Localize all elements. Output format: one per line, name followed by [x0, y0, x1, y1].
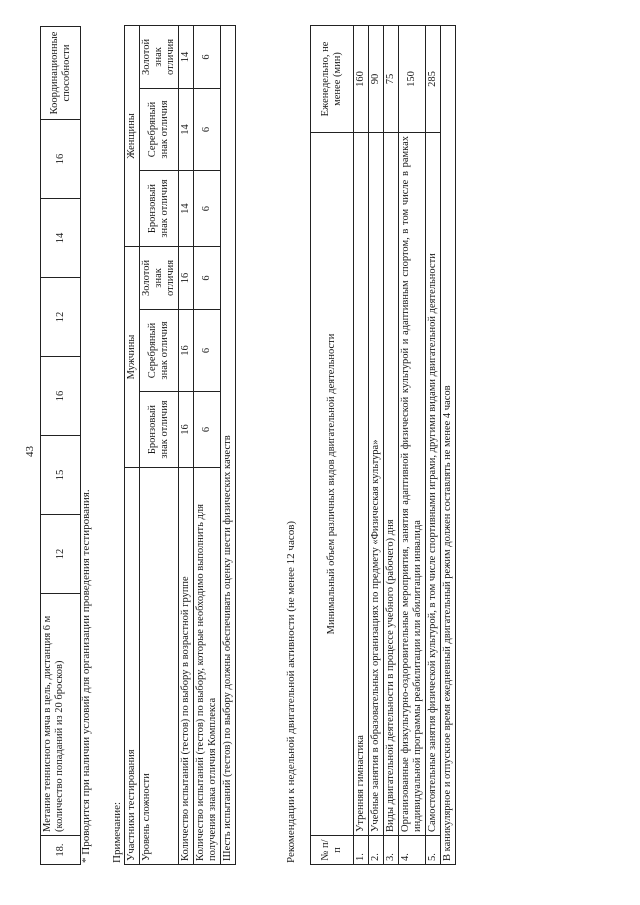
activity-text: Виды двигательной деятельности в процессе учебного (рабочего) дня [384, 133, 399, 836]
footer-text: В каникулярное и отпускное время ежедневный двигательный режим должен составлять не менее 4 часов [441, 26, 456, 865]
bronze-header: Бронзовый знак отличия [140, 171, 179, 247]
bronze-header: Бронзовый знак отличия [140, 392, 179, 468]
gold-header: Золотой знак отличия [140, 26, 179, 89]
test-name: Метание теннисного мяча в цель, дистанция 6 м (количество попаданий из 20 бросков) [41, 594, 81, 836]
row-number: 5. [426, 836, 441, 865]
table-row [179, 26, 194, 865]
value-cell: 6 [194, 88, 221, 170]
value-cell: 16 [179, 309, 194, 391]
value-cell: 150 [399, 26, 426, 133]
row-number: 3. [384, 836, 399, 865]
activity-text: Учебные занятия в образовательных организациях по предмету «Физическая культура» [369, 133, 384, 836]
table-row [194, 26, 221, 865]
row-number: 1. [354, 836, 369, 865]
value-cell: 12 [41, 278, 81, 357]
table-row [399, 26, 426, 865]
num-header: № п/п [311, 836, 354, 865]
value-cell: 285 [426, 26, 441, 133]
value-cell: 14 [179, 171, 194, 247]
difficulty-label: Уровень сложности [140, 468, 179, 865]
value-cell: 6 [194, 26, 221, 89]
table-row [41, 27, 81, 865]
women-header: Женщины [125, 26, 140, 247]
table-row [311, 26, 354, 865]
table-row [441, 26, 456, 865]
footnote: * Проводится при наличии условий для организации проведения тестирования. [80, 489, 92, 863]
table-row [140, 26, 179, 865]
value-cell: 14 [179, 88, 194, 170]
table-row [221, 26, 236, 865]
note-table [124, 25, 236, 865]
row-label: Шесть испытаний (тестов) по выбору должны обеспечивать оценку шести физических качеств [221, 26, 236, 865]
quality-cell: Координационные способности [41, 27, 81, 120]
value-cell: 16 [41, 357, 81, 436]
value-cell: 6 [194, 309, 221, 391]
value-cell: 16 [41, 120, 81, 199]
row-number: 18. [41, 836, 81, 865]
top-table [40, 26, 81, 865]
row-label: Количество испытаний (тестов) по выбору, которые необходимо выполнить для получения знака отличия Комплекса [194, 468, 221, 865]
value-cell: 160 [354, 26, 369, 133]
value-cell: 12 [41, 515, 81, 594]
value-cell: 90 [369, 26, 384, 133]
value-cell: 16 [179, 392, 194, 468]
table-row [354, 26, 369, 865]
activity-header: Минимальный объем различных видов двигательной деятельности [311, 133, 354, 836]
value-cell: 6 [194, 247, 221, 310]
table-row [426, 26, 441, 865]
value-cell: 75 [384, 26, 399, 133]
participants-label: Участники тестирования [125, 468, 140, 865]
activity-text: Организованные физкультурно-оздоровительные мероприятия, занятия адаптивной физической культурой и адаптивным спортом, в том числе в рамках индивидуальной программы реабилитации или абилитации инвалида [399, 133, 426, 836]
silver-header: Серебряный знак отличия [140, 88, 179, 170]
page-number: 43 [24, 446, 36, 457]
row-number: 2. [369, 836, 384, 865]
row-number: 4. [399, 836, 426, 865]
value-cell: 15 [41, 436, 81, 515]
weekly-header: Еженедельно, не менее (мин) [311, 26, 354, 133]
value-cell: 14 [179, 26, 194, 89]
value-cell: 14 [41, 199, 81, 278]
silver-header: Серебряный знак отличия [140, 309, 179, 391]
activity-table [310, 25, 456, 865]
activity-text: Самостоятельные занятия физической культурой, в том числе спортивными играми, другими видами двигательной деятельности [426, 133, 441, 836]
activity-text: Утренняя гимнастика [354, 133, 369, 836]
value-cell: 6 [194, 171, 221, 247]
men-header: Мужчины [125, 247, 140, 468]
value-cell: 6 [194, 392, 221, 468]
recommendation-title: Рекомендации к недельной двигательной активности (не менее 12 часов) [285, 520, 297, 863]
row-label: Количество испытаний (тестов) по выбору в возрастной группе [179, 468, 194, 865]
note-label: Примечание: [111, 801, 123, 863]
value-cell: 16 [179, 247, 194, 310]
table-row [384, 26, 399, 865]
gold-header: Золотой знак отличия [140, 247, 179, 310]
table-row [369, 26, 384, 865]
table-row [125, 26, 140, 865]
